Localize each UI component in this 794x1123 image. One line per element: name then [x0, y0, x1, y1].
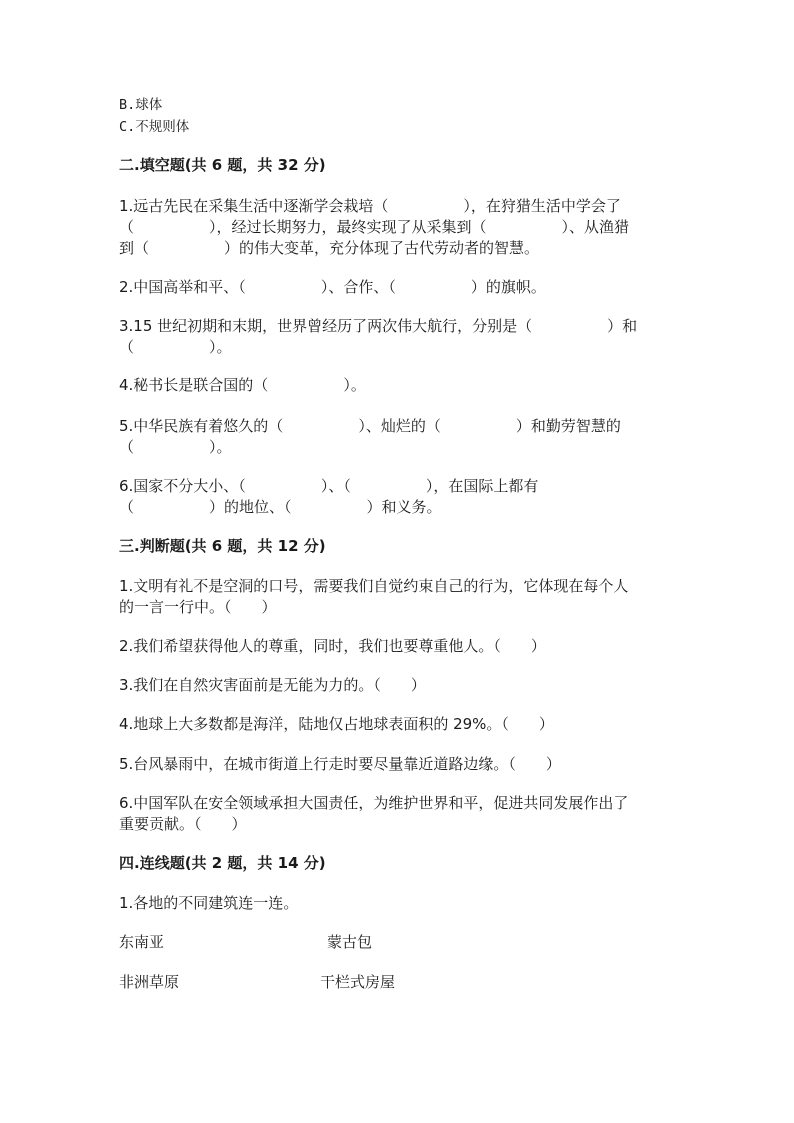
option-b: B.球体: [119, 97, 163, 113]
fill-q3-line2: （ ）。: [119, 338, 232, 356]
fill-q1-line2: （ ），经过长期努力，最终实现了从采集到（ ）、从渔猎: [119, 218, 630, 236]
tf-q2-line1: 2.我们希望获得他人的尊重，同时，我们也要尊重他人。（ ）: [119, 637, 546, 655]
match-q1-title: 1.各地的不同建筑连一连。: [119, 894, 299, 912]
tf-q6-line2: 重要贡献。（ ）: [119, 815, 247, 833]
option-c: C.不规则体: [119, 119, 190, 135]
match-left-item: 东南亚: [119, 933, 165, 951]
match-right-item: 干栏式房屋: [320, 973, 396, 991]
fill-q2-line1: 2.中国高举和平、（ ）、合作、（ ）的旗帜。: [119, 278, 546, 296]
fill-q5-line1: 5.中华民族有着悠久的（ ）、灿烂的（ ）和勤劳智慧的: [119, 417, 621, 435]
fill-q1-line3: 到（ ）的伟大变革，充分体现了古代劳动者的智慧。: [119, 239, 540, 257]
match-left-item: 非洲草原: [119, 973, 180, 991]
match-right-item: 蒙古包: [327, 933, 373, 951]
tf-q3-line1: 3.我们在自然灾害面前是无能为力的。（ ）: [119, 676, 426, 694]
tf-q6-line1: 6.中国军队在安全领域承担大国责任，为维护世界和平，促进共同发展作出了: [119, 794, 629, 812]
fill-q4-line1: 4.秘书长是联合国的（ ）。: [119, 376, 366, 394]
fill-q6-line1: 6.国家不分大小、（ ）、（ ），在国际上都有: [119, 477, 539, 495]
section-heading-true-false: 三.判断题(共 6 题，共 12 分): [119, 537, 326, 555]
fill-q5-line2: （ ）。: [119, 438, 232, 456]
fill-q3-line1: 3.15 世纪初期和末期，世界曾经历了两次伟大航行，分别是（ ）和: [119, 317, 638, 335]
section-heading-matching: 四.连线题(共 2 题，共 14 分): [119, 854, 326, 872]
tf-q1-line2: 的一言一行中。（ ）: [119, 598, 277, 616]
tf-q4-line1: 4.地球上大多数都是海洋，陆地仅占地球表面积的 29%。（ ）: [119, 715, 554, 733]
fill-q6-line2: （ ）的地位、（ ）和义务。: [119, 498, 442, 516]
tf-q1-line1: 1.文明有礼不是空洞的口号，需要我们自觉约束自己的行为，它体现在每个人: [119, 577, 629, 595]
section-heading-fill-in: 二.填空题(共 6 题，共 32 分): [119, 156, 326, 174]
fill-q1-line1: 1.远古先民在采集生活中逐渐学会栽培（ ），在狩猎生活中学会了: [119, 197, 621, 215]
tf-q5-line1: 5.台风暴雨中，在城市街道上行走时要尽量靠近道路边缘。（ ）: [119, 755, 561, 773]
